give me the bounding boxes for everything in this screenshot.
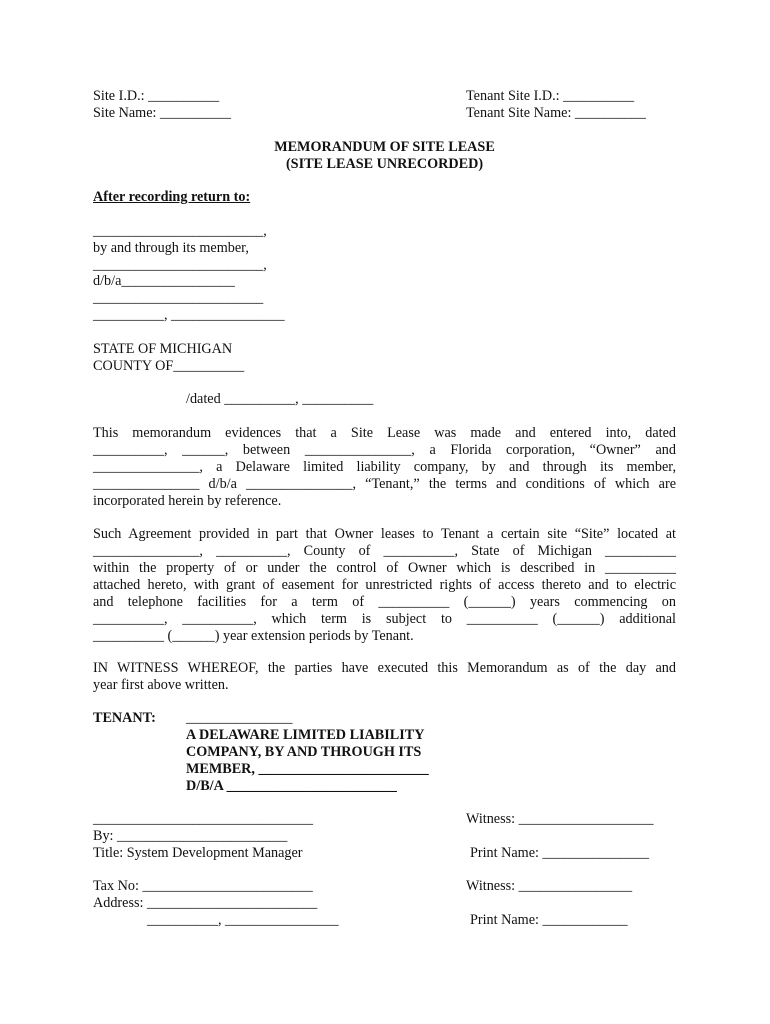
paragraph-witness (93, 660, 676, 694)
paragraph-agreement (93, 526, 676, 645)
title-line: Title: System Development Manager (93, 845, 303, 861)
paragraph-line: __________, ______, between _______________, a Florida corporation, “Owner” and (93, 442, 676, 458)
witness-line: Witness: ___________________ (466, 811, 654, 827)
return-to-line: d/b/a________________ (93, 273, 235, 289)
county-line: COUNTY OF__________ (93, 358, 245, 374)
document-subtitle: (SITE LEASE UNRECORDED) (285, 156, 484, 172)
return-to-line: by and through its member, (93, 240, 249, 256)
tenant-label: TENANT: (93, 710, 156, 726)
paragraph-line: and telephone facilities for a term of __________ (______) years commencing on (93, 594, 676, 610)
paragraph-line: Such Agreement provided in part that Owner leases to Tenant a certain site “Site” located at (93, 526, 676, 542)
return-to-line: __________, ________________ (93, 307, 285, 323)
paragraph-line: within the property of or under the control of Owner which is described in __________ (93, 560, 676, 576)
paragraph-line: _______________, a Delaware limited liability company, by and through its member, (93, 459, 676, 475)
paragraph-line: __________ (______) year extension periods by Tenant. (93, 628, 414, 644)
paragraph-line: IN WITNESS WHEREOF, the parties have executed this Memorandum as of the day and (93, 660, 676, 676)
witness-line: Witness: ________________ (466, 878, 633, 894)
paragraph-line: This memorandum evidences that a Site Lease was made and entered into, dated (93, 425, 676, 441)
return-to-heading: After recording return to: (93, 189, 251, 205)
tax-no-line: Tax No: ________________________ (93, 878, 313, 894)
tenant-block-line: D/B/A ________________________ (186, 778, 397, 794)
by-line: By: ________________________ (93, 828, 288, 844)
signature-line: _______________________________ (93, 811, 313, 827)
paragraph-line: __________, __________, which term is subject to __________ (______) additional (93, 611, 676, 627)
paragraph-line: incorporated herein by reference. (93, 493, 282, 509)
paragraph-line: attached hereto, with grant of easement for unrestricted rights of access thereto and to electric (93, 577, 676, 593)
address-city-line: __________, ________________ (147, 912, 339, 928)
tenant-site-name-field: Tenant Site Name: __________ (466, 105, 646, 121)
print-name-line: Print Name: ____________ (470, 912, 628, 928)
tenant-name-blank: _______________ (186, 710, 293, 726)
return-to-line: ________________________ (93, 290, 264, 306)
paragraph-line: _______________, __________, County of __________, State of Michigan __________ (93, 543, 676, 559)
paragraph-line: year first above written. (93, 677, 229, 693)
return-to-line: ________________________, (93, 257, 267, 273)
site-id-field: Site I.D.: __________ (93, 88, 220, 104)
paragraph-memorandum (93, 425, 676, 510)
site-name-field: Site Name: __________ (93, 105, 231, 121)
document-title: MEMORANDUM OF SITE LEASE (274, 139, 495, 155)
paragraph-line: _______________ d/b/a _______________, “Tenant,” the terms and conditions of which are (93, 476, 676, 492)
dated-line: /dated __________, __________ (186, 391, 374, 407)
tenant-block-line: A DELAWARE LIMITED LIABILITY (186, 727, 425, 743)
state-line: STATE OF MICHIGAN (93, 341, 233, 357)
return-to-line: ________________________, (93, 223, 267, 239)
tenant-site-id-field: Tenant Site I.D.: __________ (466, 88, 635, 104)
tenant-block-line: COMPANY, BY AND THROUGH ITS (186, 744, 422, 760)
print-name-line: Print Name: _______________ (470, 845, 649, 861)
tenant-block-line: MEMBER, ________________________ (186, 761, 429, 777)
address-line: Address: ________________________ (93, 895, 318, 911)
